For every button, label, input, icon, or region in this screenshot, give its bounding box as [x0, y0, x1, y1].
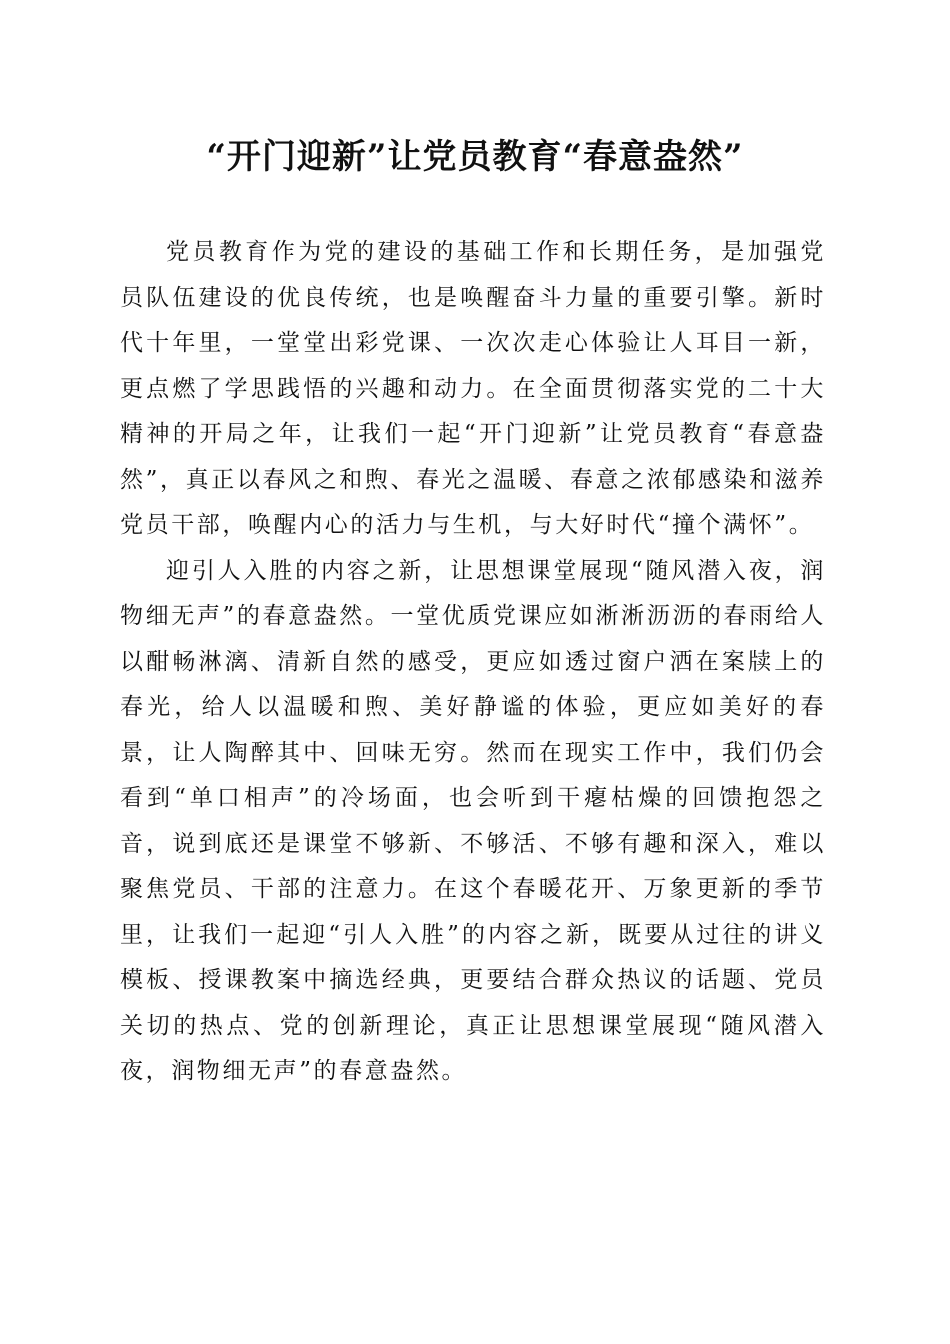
paragraph-2: 迎引人入胜的内容之新，让思想课堂展现“随风潜入夜，润物细无声”的春意盎然。一堂优质党课应如淅淅沥沥的春雨给人以酣畅淋漓、清新自然的感受，更应如透过窗户洒在案牍上的春光，给人以温暖和煦、美好静谧的体验，更应如美好的春景，让人陶醉其中、回味无穷。然而在现实工作中，我们仍会看到“单口相声”的冷场面，也会听到干瘪枯燥的回馈抱怨之音，说到底还是课堂不够新、不够活、不够有趣和深入，难以聚焦党员、干部的注意力。在这个春暖花开、万象更新的季节里，让我们一起迎“引人入胜”的内容之新，既要从过往的讲义模板、授课教案中摘选经典，更要结合群众热议的话题、党员关切的热点、党的创新理论，真正让思想课堂展现“随风潜入夜，润物细无声”的春意盎然。: [120, 557, 826, 1084]
paragraph-1: 党员教育作为党的建设的基础工作和长期任务，是加强党员队伍建设的优良传统，也是唤醒奋斗力量的重要引擎。新时代十年里，一堂堂出彩党课、一次次走心体验让人耳目一新，更点燃了学思践悟的兴趣和动力。在全面贯彻落实党的二十大精神的开局之年，让我们一起“开门迎新”让党员教育“春意盎然”，真正以春风之和煦、春光之温暖、春意之浓郁感染和滋养党员干部，唤醒内心的活力与生机，与大好时代“撞个满怀”。: [120, 239, 826, 538]
document-title: “开门迎新”让党员教育“春意盎然”: [206, 137, 744, 177]
document-body: [120, 230, 826, 1095]
